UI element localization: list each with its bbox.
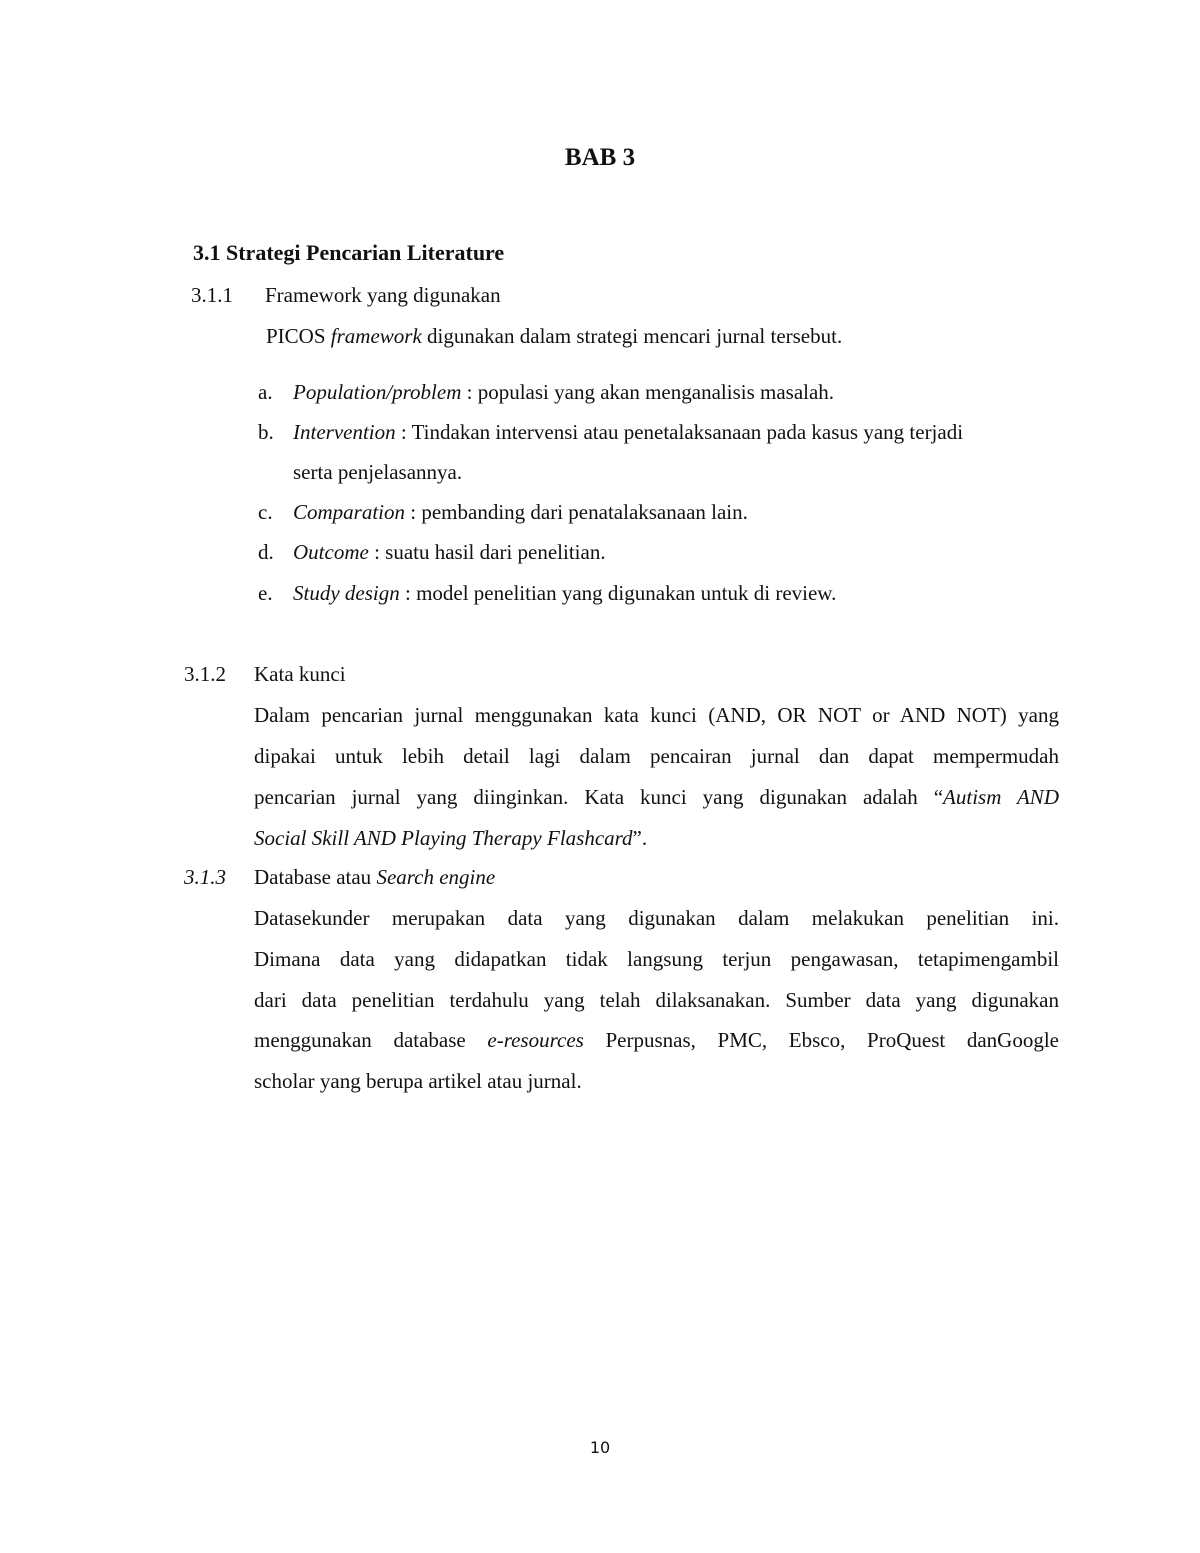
page-number: 10 bbox=[589, 1438, 611, 1457]
subsection-number-3-1-3: 3.1.3 bbox=[184, 865, 226, 889]
list-item-study-design bbox=[293, 579, 836, 607]
list-marker-b: b. bbox=[258, 420, 274, 444]
list-item-desc: : model penelitian yang digunakan untuk di review. bbox=[399, 581, 837, 605]
chapter-heading: BAB 3 bbox=[564, 144, 636, 171]
keyword-emphasis: Social Skill AND Playing Therapy Flashcard bbox=[254, 826, 633, 850]
list-item-term: Population/problem bbox=[293, 380, 462, 404]
subsection-title-term: Search engine bbox=[376, 865, 496, 889]
picos-intro bbox=[266, 322, 842, 350]
paragraph-line bbox=[254, 783, 1059, 811]
subsection-title-database bbox=[254, 863, 495, 891]
subsection-title-framework: Framework yang digunakan bbox=[265, 283, 501, 307]
list-marker-d: d. bbox=[258, 540, 274, 564]
paragraph-text: pencarian jurnal yang diinginkan. Kata kunci yang digunakan adalah “ bbox=[254, 785, 944, 809]
list-item-term: Outcome bbox=[293, 540, 369, 564]
paragraph-line: Dalam pencarian jurnal menggunakan kata kunci (AND, OR NOT or AND NOT) yang bbox=[254, 703, 1059, 727]
paragraph-term: e-resources bbox=[487, 1028, 584, 1052]
paragraph-line bbox=[254, 1026, 1059, 1054]
paragraph-line: dipakai untuk lebih detail lagi dalam pencairan jurnal dan dapat mempermudah bbox=[254, 744, 1059, 768]
list-item-desc: : pembanding dari penatalaksanaan lain. bbox=[405, 500, 748, 524]
paragraph-line: dari data penelitian terdahulu yang telah dilaksanakan. Sumber data yang digunakan bbox=[254, 988, 1059, 1012]
paragraph-line bbox=[254, 824, 647, 852]
list-marker-a: a. bbox=[258, 380, 273, 404]
list-item-population bbox=[293, 378, 834, 406]
section-heading: 3.1 Strategi Pencarian Literature bbox=[193, 240, 505, 265]
subsection-title-text: Database atau bbox=[254, 865, 377, 889]
list-item-intervention bbox=[293, 418, 963, 446]
picos-intro-term: framework bbox=[330, 324, 422, 348]
list-marker-e: e. bbox=[258, 581, 273, 605]
list-item-comparation bbox=[293, 498, 748, 526]
subsection-number-3-1-1: 3.1.1 bbox=[191, 283, 233, 307]
list-item-desc: : populasi yang akan menganalisis masalah. bbox=[461, 380, 835, 404]
keyword-emphasis: Autism AND bbox=[943, 785, 1059, 809]
paragraph-line: Datasekunder merupakan data yang digunakan dalam melakukan penelitian ini. bbox=[254, 906, 1059, 930]
picos-intro-text-c: digunakan dalam strategi mencari jurnal tersebut. bbox=[421, 324, 843, 348]
list-item-term: Intervention bbox=[293, 420, 396, 444]
list-item-outcome bbox=[293, 538, 606, 566]
list-item-term: Comparation bbox=[293, 500, 406, 524]
picos-intro-text-a: PICOS bbox=[266, 324, 331, 348]
list-item-term: Study design bbox=[293, 581, 400, 605]
paragraph-line: Dimana data yang didapatkan tidak langsung terjun pengawasan, tetapimengambil bbox=[254, 947, 1059, 971]
paragraph-text: ”. bbox=[632, 826, 648, 850]
list-item-desc: : Tindakan intervensi atau penetalaksanaan pada kasus yang terjadi bbox=[395, 420, 964, 444]
paragraph-line: scholar yang berupa artikel atau jurnal. bbox=[254, 1069, 582, 1093]
paragraph-text: Perpusnas, PMC, Ebsco, ProQuest danGoogle bbox=[583, 1028, 1059, 1052]
list-item-intervention-continued: serta penjelasannya. bbox=[293, 460, 463, 484]
list-marker-c: c. bbox=[258, 500, 273, 524]
list-item-desc: : suatu hasil dari penelitian. bbox=[368, 540, 606, 564]
paragraph-text: menggunakan database bbox=[254, 1028, 488, 1052]
subsection-number-3-1-2: 3.1.2 bbox=[184, 662, 226, 686]
subsection-title-kata-kunci: Kata kunci bbox=[254, 662, 346, 686]
